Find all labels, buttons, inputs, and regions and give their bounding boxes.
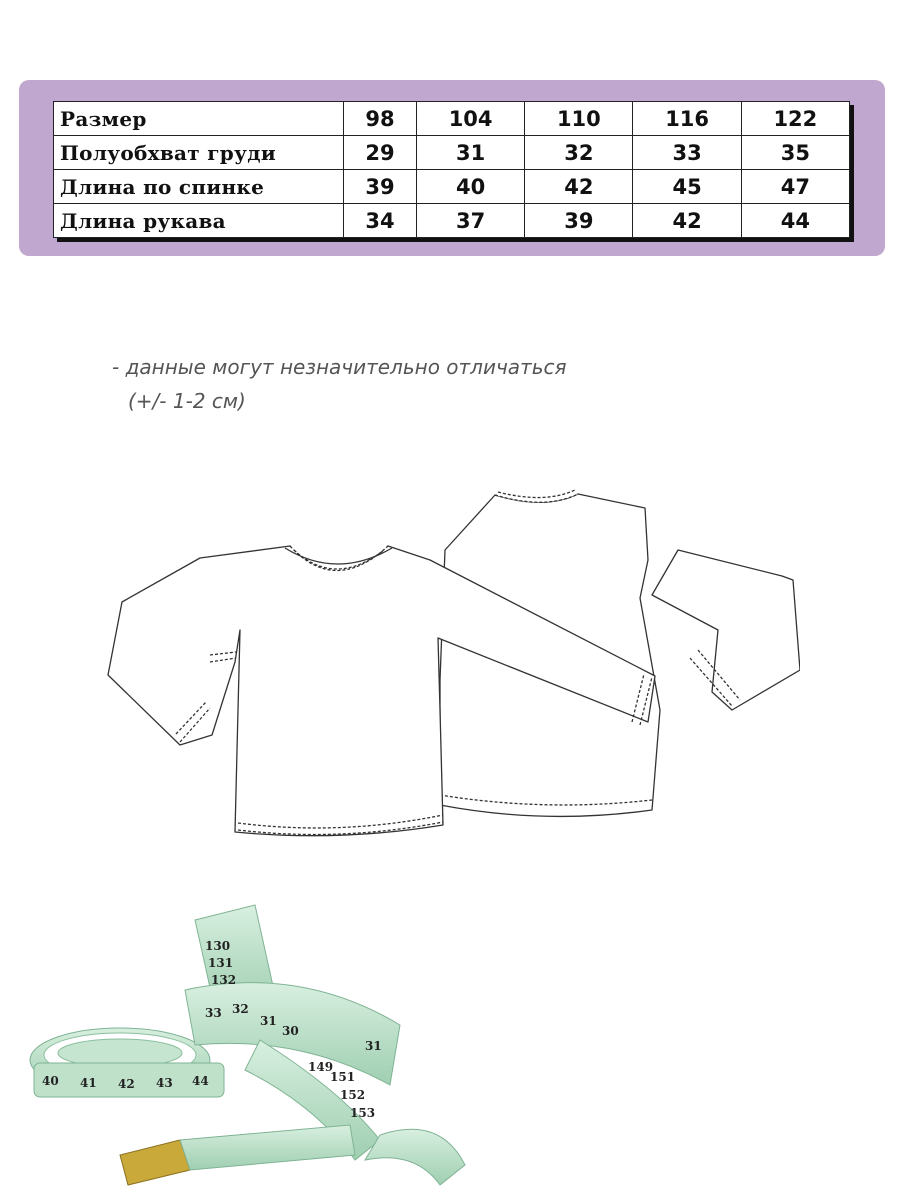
tape-end: [120, 1125, 355, 1185]
row-label-sleeve-length: Длина рукава: [54, 204, 344, 238]
table-cell: 42: [525, 170, 633, 204]
row-label-chest: Полуобхват груди: [54, 136, 344, 170]
tape-number: 32: [232, 1002, 249, 1016]
table-row: [54, 204, 850, 238]
tape-number: 130: [205, 939, 231, 953]
tape-number: 152: [340, 1088, 366, 1102]
table-cell: 35: [741, 136, 849, 170]
tape-number: 40: [42, 1074, 59, 1088]
table-row: [54, 102, 850, 136]
tape-number: 31: [365, 1039, 382, 1053]
table-cell: 45: [633, 170, 741, 204]
size-table: [53, 101, 850, 238]
note-line-1: - данные могут незначительно отличаться: [112, 355, 567, 379]
tape-number: 151: [330, 1070, 356, 1084]
table-cell: 98: [344, 102, 417, 136]
table-cell: 34: [344, 204, 417, 238]
table-cell: 29: [344, 136, 417, 170]
tape-number: 149: [308, 1060, 334, 1074]
tape-number: 43: [156, 1076, 173, 1090]
table-row: [54, 136, 850, 170]
table-cell: 37: [416, 204, 524, 238]
note-line-2: (+/- 1-2 см): [128, 389, 246, 413]
table-cell: 47: [741, 170, 849, 204]
row-label-back-length: Длина по спинке: [54, 170, 344, 204]
table-cell: 42: [633, 204, 741, 238]
table-cell: 40: [416, 170, 524, 204]
longsleeve-sketch: [100, 480, 800, 870]
table-cell: 104: [416, 102, 524, 136]
table-cell: 116: [633, 102, 741, 136]
table-cell: 39: [344, 170, 417, 204]
tape-number: 44: [192, 1074, 209, 1088]
tape-number: 41: [80, 1076, 97, 1090]
tape-number: 42: [118, 1077, 135, 1091]
table-cell: 32: [525, 136, 633, 170]
row-label-size: Размер: [54, 102, 344, 136]
tape-number: 153: [350, 1106, 376, 1120]
table-row: [54, 170, 850, 204]
table-cell: 33: [633, 136, 741, 170]
tape-number: 30: [282, 1024, 299, 1038]
table-cell: 122: [741, 102, 849, 136]
table-cell: 39: [525, 204, 633, 238]
table-cell: 110: [525, 102, 633, 136]
table-cell: 44: [741, 204, 849, 238]
measurement-note: [112, 350, 567, 418]
tape-number: 33: [205, 1006, 222, 1020]
tape-number: 132: [211, 973, 237, 987]
measuring-tape-photo: [20, 885, 470, 1195]
tape-number: 131: [208, 956, 234, 970]
table-cell: 31: [416, 136, 524, 170]
tape-number: 31: [260, 1014, 277, 1028]
size-table-panel: [19, 80, 885, 256]
